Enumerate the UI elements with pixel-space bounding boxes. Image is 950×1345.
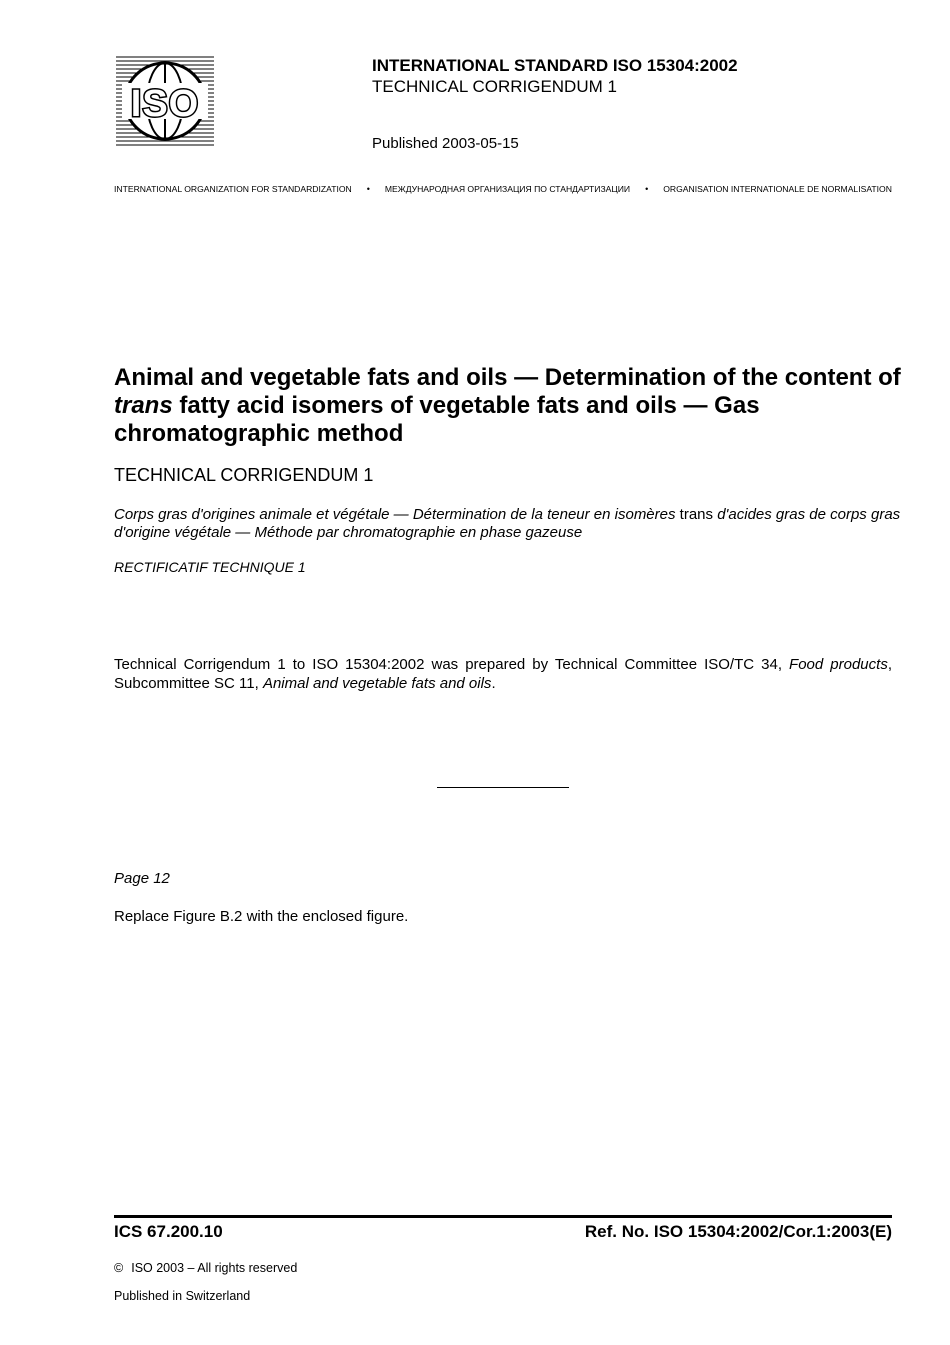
committee-name: Food products [789,656,888,673]
footer-rule [114,1215,892,1218]
french-title-part-1: Corps gras d'origines animale et végétale — Détermination de la teneur en isomères [114,506,680,523]
logo-text: ISO [130,83,200,125]
prepared-text-3: . [491,674,496,692]
standard-title: INTERNATIONAL STANDARD ISO 15304:2002 [372,56,738,75]
french-title-part-2: d'acides gras de corps gras d'origine végétale — Méthode par chromatographie en phase gazeuse [114,506,901,541]
organization-line [114,184,892,194]
copyright-notice [114,1261,297,1275]
title-part-1: Animal and vegetable fats and oils — Determination of the content of [114,364,901,391]
published-location: Published in Switzerland [114,1289,251,1303]
page-reference: Page 12 [114,870,170,887]
org-separator: • [366,184,370,194]
published-date: Published 2003-05-15 [372,135,519,152]
ics-code: ICS 67.200.10 [114,1222,223,1241]
replacement-instruction: Replace Figure B.2 with the enclosed figure. [114,908,409,925]
copyright-text: ISO 2003 – All rights reserved [131,1261,298,1275]
reference-number: Ref. No. ISO 15304:2002/Cor.1:2003(E) [584,1222,892,1241]
iso-logo [116,55,214,148]
copyright-icon: © [114,1261,124,1275]
org-separator: • [645,184,649,194]
document-title [114,364,904,448]
corrigendum-heading: TECHNICAL CORRIGENDUM 1 [114,465,374,485]
section-separator [437,787,569,788]
org-russian: МЕЖДУНАРОДНАЯ ОРГАНИЗАЦИЯ ПО СТАНДАРТИЗАЦИИ [384,184,631,194]
rectificatif-heading: RECTIFICATIF TECHNIQUE 1 [114,559,306,575]
title-part-2: fatty acid isomers of vegetable fats and oils — Gas chromatographic method [114,392,760,447]
french-title [114,506,904,542]
org-french: ORGANISATION INTERNATIONALE DE NORMALISATION [663,184,892,194]
prepared-text-1: Technical Corrigendum 1 to ISO 15304:2002 was prepared by Technical Committee ISO/TC 34, [114,656,790,673]
prepared-text-2: , Subcommittee SC 11, [114,656,892,692]
prepared-statement [114,656,892,693]
subcommittee-name: Animal and vegetable fats and oils [262,674,492,692]
title-italic-word: trans [114,392,173,419]
corrigendum-label: TECHNICAL CORRIGENDUM 1 [372,77,617,96]
org-english: INTERNATIONAL ORGANIZATION FOR STANDARDIZATION [114,184,352,194]
french-title-upright-word: trans [679,506,714,523]
